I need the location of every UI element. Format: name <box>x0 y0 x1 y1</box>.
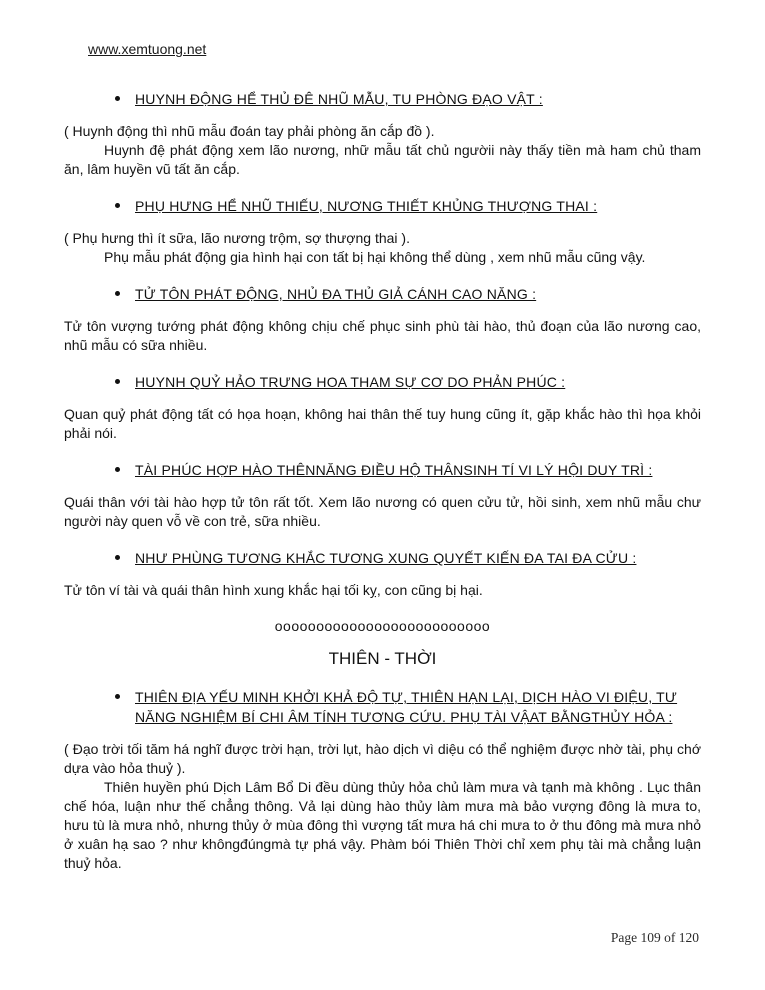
bullet-icon <box>115 291 120 296</box>
paragraph: Quái thân với tài hào hợp tử tôn rất tốt. Xem lão nương có quen cửu tử, hồi sinh, xem nhũ mẫu chư người này quen vỗ về con trẻ, sữa nhiều. <box>64 494 701 529</box>
paragraph: Phụ mẫu phát động gia hình hại con tất bị hại không thể dùng , xem nhũ mẫu cũng vậy. <box>104 249 646 265</box>
section-heading: PHỤ HƯNG HỂ NHŨ THIẾU, NƯƠNG THIẾT KHỦNG THƯỢNG THAI : <box>135 198 598 214</box>
document-content <box>64 89 701 873</box>
chapter-title: THIÊN - THỜI <box>328 649 437 668</box>
paragraph: Thiên huyền phú Dịch Lâm Bổ Di đều dùng thủy hỏa chủ làm mưa và tạnh mà không . Lục thân chế hóa, luận như thế chẳng thông. Vả lại dùng hào thủy làm mưa mà bảo vượng đông là mưa to, hưu tù là mưa nhỏ, nhưng thủy ở mùa đông thì vượng tất mưa há chi mưa to ở thu đông mà mưa nhỏ ở xuân hạ sao ? như khôngđúngmà tự phá vậy. Phàm bói Thiên Thời chỉ xem phụ tài mà chẳng luận thuỷ hỏa. <box>64 779 701 871</box>
bullet-section <box>64 687 701 727</box>
section-heading: HUYNH QUỶ HẢO TRƯNG HOA THAM SỰ CƠ DO PHẢN PHÚC : <box>135 374 566 390</box>
bullet-icon <box>115 694 120 699</box>
section-heading: HUYNH ĐỘNG HỂ THỦ ĐÊ NHŨ MẪU, TU PHÒNG ĐẠO VẬT : <box>135 91 543 107</box>
ornament-separator: oooooooooooooooooooooooooo <box>274 618 491 634</box>
bullet-icon <box>115 96 120 101</box>
paragraph: Tử tôn ví tài và quái thân hình xung khắc hại tối kỵ, con cũng bị hại. <box>64 582 483 598</box>
paragraph: ( Phụ hưng thì ít sữa, lão nương trộm, sợ thượng thai ). <box>64 230 410 246</box>
section-heading: THIÊN ĐỊA YẾU MINH KHỞI KHẢ ĐỘ TỰ, THIÊN HẠN LẠI, DỊCH HÀO VI ĐIỆU, TƯ NĂNG NGHIỆM BÍ CHI ÂM TÍNH TƯƠNG CỨU. PHỤ TÀI VẬAT BẰNGTHỦY HỎA : <box>135 689 678 725</box>
bullet-section <box>64 460 701 480</box>
bullet-icon <box>115 203 120 208</box>
paragraph: ( Huynh động thì nhũ mẫu đoán tay phải phòng ăn cắp đồ ). <box>64 123 435 139</box>
bullet-icon <box>115 379 120 384</box>
paragraph: Quan quỷ phát động tất có họa hoạn, không hai thân thế tuy hung cũng ít, gặp khắc hào thì họa khỏi phải nói. <box>64 406 701 441</box>
bullet-section <box>64 548 701 568</box>
paragraph: ( Đạo trời tối tăm há nghĩ được trời hạn, trời lụt, hào dịch vì diệu có thể nghiệm được nhờ tài, phụ chớ dựa vào hỏa thuỷ ). <box>64 741 701 776</box>
site-url-header: www.xemtuong.net <box>88 41 207 57</box>
bullet-section <box>64 372 701 392</box>
paragraph: Huynh đệ phát động xem lão nương, nhữ mẫu tất chủ ngườii này thấy tiền mà ham chủ tham ăn, lâm huyền vũ tất ăn cắp. <box>64 142 701 177</box>
section-heading: NHƯ PHÙNG TƯƠNG KHẮC TƯƠNG XUNG QUYẾT KIẾN ĐA TAI ĐA CỬU : <box>135 550 637 566</box>
bullet-icon <box>115 555 120 560</box>
bullet-icon <box>115 467 120 472</box>
bullet-section <box>64 196 701 216</box>
page-number-footer: Page 109 of 120 <box>610 930 699 945</box>
bullet-section <box>64 89 701 109</box>
paragraph: Tử tôn vượng tướng phát động không chịu chế phục sinh phù tài hào, thủ đoạn của lão nương cao, nhũ mẫu có sữa nhiều. <box>64 318 701 353</box>
bullet-section <box>64 284 701 304</box>
section-heading: TỬ TÔN PHÁT ĐỘNG, NHỦ ĐA THỦ GIẢ CÁNH CAO NĂNG : <box>135 286 537 302</box>
section-heading: TÀI PHÚC HỢP HÀO THÊNNĂNG ĐIỀU HỘ THÂNSINH TÍ VI LÝ HỘI DUY TRÌ : <box>135 462 653 478</box>
